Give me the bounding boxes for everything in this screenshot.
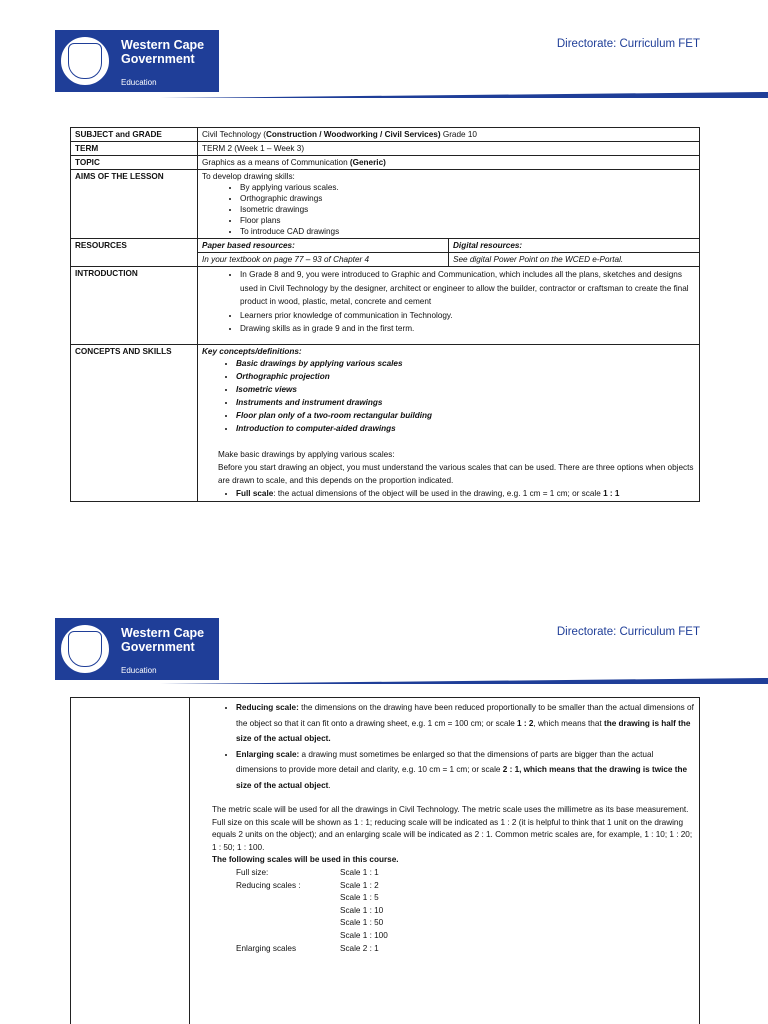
scale-value: Scale 1 : 1: [340, 868, 379, 877]
logo-line-2: Government: [121, 640, 195, 654]
logo-text-block: [109, 618, 219, 680]
scale-row: [236, 943, 388, 956]
list-item: • Isometric drawings: [240, 204, 695, 215]
page-header: [0, 0, 768, 118]
directorate-label: Directorate: Curriculum FET: [556, 38, 700, 50]
header-rule: [160, 92, 768, 98]
concepts-heading: Key concepts/definitions:: [202, 346, 302, 356]
scale-value: Scale 1 : 10: [340, 905, 384, 915]
aims-value: [198, 170, 700, 239]
table-row: [71, 344, 700, 501]
subject-value: [198, 128, 700, 142]
list-item: [236, 700, 697, 747]
enlarging-label: Enlarging scale:: [236, 749, 300, 759]
list-item: • Floor plan only of a two-room rectangular building: [236, 409, 695, 422]
full-scale-list: [202, 487, 695, 500]
scale-value: Scale 1 : 2: [340, 880, 379, 890]
coat-of-arms-icon: [59, 35, 111, 87]
paper-resources-heading: Paper based resources:: [198, 239, 449, 253]
aims-intro: To develop drawing skills:: [202, 172, 295, 181]
aims-list: [202, 182, 695, 237]
scale-label: Enlarging scales: [236, 943, 297, 953]
table-row: [71, 142, 700, 156]
scale-value: Scale 2 : 1: [340, 943, 379, 953]
list-item: • Orthographic drawings: [240, 193, 695, 204]
logo-line-2: Government: [121, 52, 195, 66]
coat-of-arms-icon: [59, 623, 111, 675]
table-row: [71, 156, 700, 170]
list-item: • Learners prior knowledge of communication in Technology.: [240, 309, 695, 323]
scale-value: Scale 1 : 100: [340, 930, 388, 940]
subject-bold: Construction / Woodworking / Civil Services): [266, 130, 441, 139]
scales-content: [212, 700, 697, 867]
scale-row: [236, 917, 388, 930]
subject-pre: Civil Technology (: [202, 130, 267, 139]
topic-value: [198, 156, 700, 170]
enlarging-end: .: [328, 780, 331, 790]
directorate-label: Directorate: Curriculum FET: [556, 626, 700, 638]
scale-label: Full size:: [236, 868, 269, 877]
table-row: [71, 170, 700, 239]
reducing-label: Reducing scale:: [236, 703, 299, 712]
metric-paragraph: The metric scale will be used for all the drawings in Civil Technology. The metric scale uses the millimetre as its base measurement. Full size on this scale will be shown as 1 : 1; reducing scale will be indicated as 1 : 2 (it is helpful to think that 1 unit on the drawing equals 2 units on the object); and an enlarging scale will be indicated as 2 : 1. Common metric scales are, for example, 1 : 10; 1 : 20; 1 : 50; 1 : 100.: [212, 805, 693, 852]
scales-list: [236, 867, 388, 955]
scale-row: [236, 880, 388, 893]
list-item: [236, 747, 697, 794]
list-item: [236, 487, 695, 500]
topic-pre: Graphics as a means of Communication: [202, 158, 350, 167]
lesson-table: [70, 127, 700, 502]
concepts-label: CONCEPTS AND SKILLS: [71, 344, 198, 501]
scales-heading: The following scales will be used in this course.: [212, 855, 399, 865]
page-header: [0, 588, 768, 706]
list-item: • By applying various scales.: [240, 182, 695, 193]
aims-label: AIMS OF THE LESSON: [71, 170, 198, 239]
digital-resources-heading: Digital resources:: [449, 239, 700, 253]
topic-bold: (Generic): [349, 158, 386, 167]
reducing-ratio: 1 : 2: [517, 718, 534, 728]
list-item: • Floor plans: [240, 215, 695, 226]
list-item: • To introduce CAD drawings: [240, 226, 695, 237]
term-label: TERM: [71, 142, 198, 156]
term-value: TERM 2 (Week 1 – Week 3): [198, 142, 700, 156]
column-divider: [189, 698, 190, 1024]
introduction-list: [202, 268, 695, 336]
logo-line-1: Western Cape: [121, 626, 205, 640]
logo-title: [121, 626, 204, 654]
reducing-mid: , which means that: [533, 718, 604, 728]
list-item: • Orthographic projection: [236, 370, 695, 383]
digital-resources-value: See digital Power Point on the WCED e-Portal.: [449, 253, 700, 267]
concepts-list: [202, 357, 695, 435]
list-item: • Introduction to computer-aided drawings: [236, 422, 695, 435]
subject-label: SUBJECT and GRADE: [71, 128, 198, 142]
table-row: [71, 267, 700, 345]
continued-table: [70, 697, 700, 1024]
enlarging-text: a drawing must sometimes be enlarged so that the dimensions of parts are bigger than the actual dimensions to provide more detail and clarity, e.g. 10 cm = 1 cm; or scale: [236, 749, 654, 774]
list-item: • Basic drawings by applying various scales: [236, 357, 695, 370]
before-start-text: Before you start drawing an object, you must understand the various scales that can be used. There are three options when objects are drawn to scale, and this depends on the proportion indicated.: [218, 462, 694, 485]
logo-text-block: [109, 30, 219, 92]
scale-row: [236, 930, 388, 943]
list-item: • Instruments and instrument drawings: [236, 396, 695, 409]
paper-resources-value: In your textbook on page 77 – 93 of Chapter 4: [198, 253, 449, 267]
topic-label: TOPIC: [71, 156, 198, 170]
header-rule: [160, 678, 768, 684]
reducing-text: the dimensions on the drawing have been reduced proportionally to be smaller than the actual dimensions of the object so that it can fit onto a drawing sheet, e.g. 1 cm = 100 cm; or scale: [236, 703, 694, 728]
full-scale-ratio: 1 : 1: [603, 488, 620, 498]
logo-title: [121, 38, 204, 66]
scale-types-list: [212, 700, 697, 793]
resources-label: RESOURCES: [71, 239, 198, 267]
scale-label: Reducing scales :: [236, 880, 301, 890]
scales-intro: [202, 448, 695, 487]
list-item: • Isometric views: [236, 383, 695, 396]
list-item: • In Grade 8 and 9, you were introduced to Graphic and Communication, which includes all the plans, sketches and designs used in Civil Technology by the designer, architect or engineer to allow the builder, contractor or craftsman to create the final product in wood, plastic, metal, concrete and cement: [240, 268, 695, 309]
table-row: [71, 128, 700, 142]
reducing-bold: the drawing is half the size of the actual object.: [236, 718, 691, 743]
introduction-label: INTRODUCTION: [71, 267, 198, 345]
logo-line-1: Western Cape: [121, 38, 205, 52]
table-row: [71, 239, 700, 253]
full-scale-text: : the actual dimensions of the object will be used in the drawing, e.g. 1 cm = 1 cm; or scale: [273, 488, 604, 498]
scale-value: Scale 1 : 5: [340, 893, 379, 903]
scale-row: [236, 905, 388, 918]
enlarging-bold: 2 : 1, which means that the drawing is twice the size of the actual object: [236, 765, 688, 790]
logo-subtitle: Education: [121, 666, 157, 675]
introduction-value: [198, 267, 700, 345]
scale-row: [236, 892, 388, 905]
scale-row: [236, 867, 388, 880]
list-item: • Drawing skills as in grade 9 and in the first term.: [240, 322, 695, 336]
subject-post: Grade 10: [440, 130, 477, 139]
full-scale-label: Full scale: [236, 488, 274, 498]
scale-value: Scale 1 : 50: [340, 918, 384, 928]
concepts-value: [198, 344, 700, 501]
logo-subtitle: Education: [121, 78, 157, 87]
make-basic-text: Make basic drawings by applying various scales:: [218, 449, 395, 459]
